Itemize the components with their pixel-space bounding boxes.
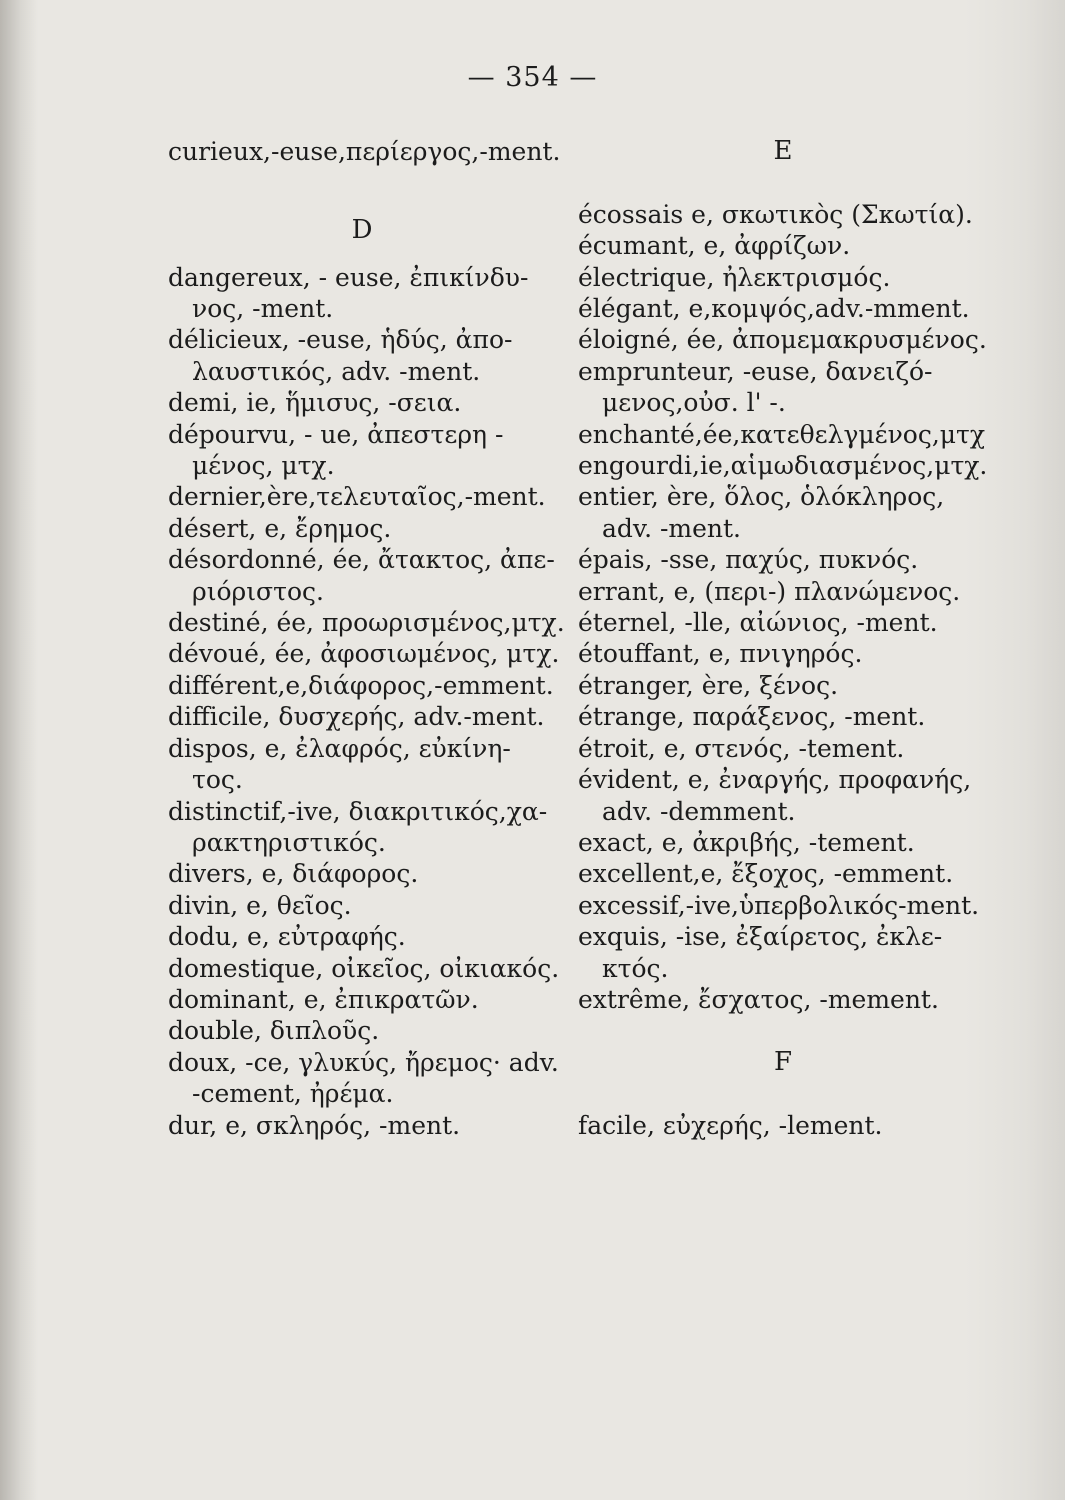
entry-head: dépourvu, - ue, ἀπεστερη - bbox=[168, 419, 504, 449]
entry-head: emprunteur, -euse, δανειζό- bbox=[578, 356, 933, 386]
dictionary-entry bbox=[578, 481, 988, 544]
dictionary-entry bbox=[578, 764, 988, 827]
entry-head: écossais e, σκωτικὸς (Σκωτία). bbox=[578, 199, 973, 229]
entry-head: divin, e, θεῖος. bbox=[168, 890, 352, 920]
dictionary-entry bbox=[168, 262, 568, 325]
dictionary-entry bbox=[578, 701, 988, 732]
dictionary-entry bbox=[578, 827, 988, 858]
page-number: — 354 — bbox=[467, 62, 598, 93]
section-letter-e: E bbox=[773, 136, 793, 166]
entry-continuation: μενος,οὐσ. l' -. bbox=[602, 388, 786, 418]
entry-continuation: νος, -ment. bbox=[192, 294, 334, 323]
entry-continuation: μένος, μτχ. bbox=[192, 451, 335, 481]
entry-head: éloigné, ée, ἀπομεμακρυσμένος. bbox=[578, 325, 987, 355]
dictionary-entry bbox=[168, 1015, 568, 1046]
entry-head: dernier,ère,τελευταῖος,-ment. bbox=[168, 482, 546, 512]
dictionary-entry bbox=[168, 638, 568, 669]
section-letter-f: F bbox=[773, 1046, 793, 1077]
entry-head: engourdi,ie,αἱμωδιασμένος,μτχ. bbox=[578, 451, 988, 481]
entry-head: électrique, ἠλεκτρισμός. bbox=[578, 262, 891, 292]
entry-head: exquis, -ise, ἐξαίρετος, ἐκλε- bbox=[578, 922, 943, 952]
entry-head: destiné, ée, προωρισμένος,μτχ. bbox=[168, 608, 565, 638]
dictionary-entry bbox=[578, 419, 988, 450]
entry-head: exact, e, ἀκριβής, -tement. bbox=[578, 827, 915, 857]
dictionary-entry bbox=[168, 1047, 568, 1110]
dictionary-entry bbox=[168, 544, 568, 607]
dictionary-entry bbox=[578, 544, 988, 575]
dictionary-entry bbox=[168, 890, 568, 921]
dictionary-entry bbox=[578, 324, 988, 355]
dictionary-entry bbox=[578, 858, 988, 889]
entry-head: doux, -ce, γλυκύς, ἤρεμος· adv. bbox=[168, 1047, 559, 1077]
entry-head: dodu, e, εὐτραφής. bbox=[168, 922, 406, 952]
dictionary-entry bbox=[578, 576, 988, 607]
dictionary-entry bbox=[168, 984, 568, 1015]
entry-head: dominant, e, ἐπικρατῶν. bbox=[168, 984, 479, 1014]
dictionary-entry bbox=[168, 858, 568, 889]
entry-head: éternel, -lle, αἰώνιος, -ment. bbox=[578, 608, 938, 638]
dictionary-entry bbox=[168, 136, 568, 167]
entry-head: errant, e, (περι-) πλανώμενος. bbox=[578, 576, 961, 606]
dictionary-entry bbox=[168, 387, 568, 418]
entry-continuation: adv. -ment. bbox=[602, 513, 742, 543]
entry-continuation: λαυστικός, adv. -ment. bbox=[192, 356, 481, 386]
entry-head: excellent,e, ἔξοχος, -emment. bbox=[578, 859, 954, 889]
dictionary-entry bbox=[578, 890, 988, 921]
entry-head: excessif,-ive,ὑπερβολικός-ment. bbox=[578, 890, 980, 920]
dictionary-entry bbox=[168, 1110, 568, 1141]
entry-head: difficile, δυσχερής, adv.-ment. bbox=[168, 702, 545, 732]
entry-head: demi, ie, ἥμισυς, -σεια. bbox=[168, 388, 462, 418]
right-column bbox=[578, 136, 988, 1141]
dictionary-entry bbox=[578, 450, 988, 481]
entry-head: enchanté,ée,κατεθελγμένος,μτχ bbox=[578, 419, 986, 449]
entry-head: élégant, e,κομψός,adv.-mment. bbox=[578, 294, 970, 323]
entry-head: extrême, ἔσχατος, -mement. bbox=[578, 984, 939, 1014]
dictionary-entry bbox=[578, 984, 988, 1015]
entry-continuation: κτός. bbox=[602, 953, 669, 983]
dictionary-entry bbox=[168, 733, 568, 796]
dictionary-entry bbox=[578, 230, 988, 261]
dictionary-entry bbox=[578, 638, 988, 669]
dictionary-entry bbox=[578, 262, 988, 293]
dictionary-entry bbox=[168, 324, 568, 387]
dictionary-entry bbox=[168, 513, 568, 544]
entry-head: évident, e, ἐναργής, προφανής, bbox=[578, 765, 972, 795]
entry-head: entier, ère, ὅλος, ὁλόκληρος, bbox=[578, 482, 945, 512]
entry-head: étrange, παράξενος, -ment. bbox=[578, 702, 926, 732]
entry-continuation: ριόριστος. bbox=[192, 576, 324, 606]
entry-head: étroit, e, στενός, -tement. bbox=[578, 733, 905, 763]
entry-head: écumant, e, ἀφρίζων. bbox=[578, 231, 851, 261]
dictionary-entry bbox=[578, 733, 988, 764]
entry-head: désert, e, ἔρημος. bbox=[168, 513, 392, 543]
dictionary-entry bbox=[168, 481, 568, 512]
entry-head: différent,e,διάφορος,-emment. bbox=[168, 670, 554, 700]
entry-continuation: adv. -demment. bbox=[602, 796, 796, 826]
entry-head: étouffant, e, πνιγηρός. bbox=[578, 639, 863, 669]
entry-head: facile, εὐχερής, -lement. bbox=[578, 1110, 883, 1140]
left-column bbox=[168, 136, 568, 1141]
dictionary-entry bbox=[168, 921, 568, 952]
dictionary-entry bbox=[578, 356, 988, 419]
entry-head: distinctif,-ive, διακριτικός,χα- bbox=[168, 796, 548, 826]
entry-head: dispos, e, ἐλαφρός, εὐκίνη- bbox=[168, 733, 511, 763]
dictionary-entry bbox=[578, 670, 988, 701]
dictionary-entry bbox=[578, 921, 988, 984]
dictionary-entry bbox=[578, 293, 988, 324]
entry-head: dévoué, ée, ἀφοσιωμένος, μτχ. bbox=[168, 639, 560, 669]
dictionary-entry bbox=[168, 419, 568, 482]
entry-head: dangereux, - euse, ἐπικίνδυ- bbox=[168, 262, 529, 292]
dictionary-entry bbox=[168, 607, 568, 638]
entry-head: dur, e, σκληρός, -ment. bbox=[168, 1110, 461, 1140]
dictionary-entry bbox=[168, 796, 568, 859]
section-letter-d: D bbox=[351, 214, 373, 245]
dictionary-entry bbox=[578, 607, 988, 638]
entry-head: double, διπλοῦς. bbox=[168, 1016, 380, 1046]
entry-head: épais, -sse, παχύς, πυκνός. bbox=[578, 545, 919, 575]
entry-continuation: -cement, ἠρέμα. bbox=[192, 1079, 394, 1109]
dictionary-entry bbox=[168, 701, 568, 732]
entry-head: délicieux, -euse, ἡδύς, ἀπο- bbox=[168, 325, 513, 355]
entry-head: divers, e, διάφορος. bbox=[168, 859, 419, 889]
page-edge-shadow bbox=[0, 0, 38, 1500]
entry-head: étranger, ère, ξένος. bbox=[578, 670, 839, 700]
entry-head: désordonné, ée, ἄτακτος, ἀπε- bbox=[168, 545, 555, 575]
dictionary-entry bbox=[168, 670, 568, 701]
entry-head: curieux,-euse,περίεργος,-ment. bbox=[168, 137, 561, 166]
dictionary-entry bbox=[578, 199, 988, 230]
dictionary-entry bbox=[578, 1110, 988, 1141]
entry-continuation: τος. bbox=[192, 765, 243, 795]
entry-continuation: ρακτηριστικός. bbox=[192, 827, 386, 857]
dictionary-entry bbox=[168, 953, 568, 984]
entry-head: domestique, οἰκεῖος, οἰκιακός. bbox=[168, 953, 560, 983]
